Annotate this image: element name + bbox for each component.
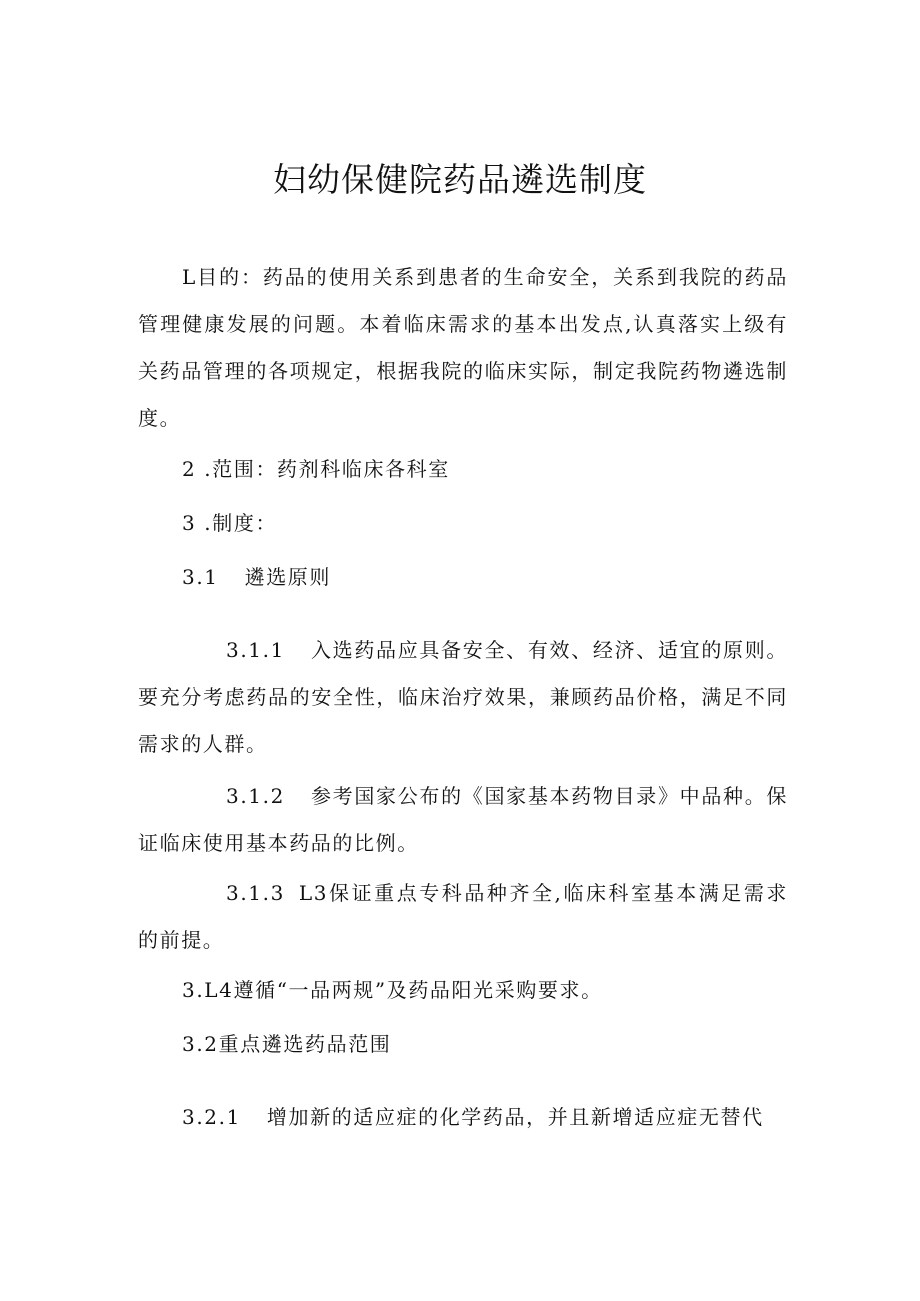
section-3-1-2-number: 3.1.2: [226, 784, 285, 808]
paragraph-scope: 2 .范围：药剂科临床各科室: [182, 457, 450, 481]
section-3-1-3-text: L3保证重点专科品种齐全,临床科室基本满足需求的前提。: [138, 881, 788, 952]
section-3-1-1-number: 3.1.1: [226, 638, 285, 662]
paragraph-purpose: L目的：药品的使用关系到患者的生命安全，关系到我院的药品管理健康发展的问题。本着临床需求的基本出发点,认真落实上级有关药品管理的各项规定，根据我院的临床实际，制定我院药物遴选制度。: [138, 265, 788, 430]
section-3-1-4: 3.L4遵循“一品两规”及药品阳光采购要求。: [182, 978, 603, 1002]
section-3-2-1-text: 增加新的适应症的化学药品，并且新增适应症无替代: [266, 1105, 764, 1129]
section-3-1-2-text: 参考国家公布的《国家基本药物目录》中品种。保证临床使用基本药品的比例。: [138, 784, 788, 855]
section-3-2-1: [182, 1094, 764, 1141]
paragraph-system: 3 .制度：: [182, 511, 278, 535]
document-title: 妇幼保健院药品遴选制度: [273, 160, 647, 199]
section-3-1-number: 3.1: [182, 565, 219, 589]
section-3-1-text: 遴选原则: [244, 565, 332, 589]
section-3-2-1-number: 3.2.1: [182, 1105, 241, 1129]
section-3-2: 3.2重点遴选药品范围: [182, 1032, 392, 1056]
section-3-1-1-text: 入选药品应具备安全、有效、经济、适宜的原则。要充分考虑药品的安全性，临床治疗效果，兼顾药品价格，满足不同需求的人群。: [138, 638, 788, 756]
section-3-1-2: [138, 773, 788, 867]
section-3-1-1: [138, 627, 788, 768]
section-3-1-3-number: 3.1.3: [226, 881, 285, 905]
section-3-1: [182, 554, 331, 601]
section-3-1-3: [138, 870, 788, 964]
